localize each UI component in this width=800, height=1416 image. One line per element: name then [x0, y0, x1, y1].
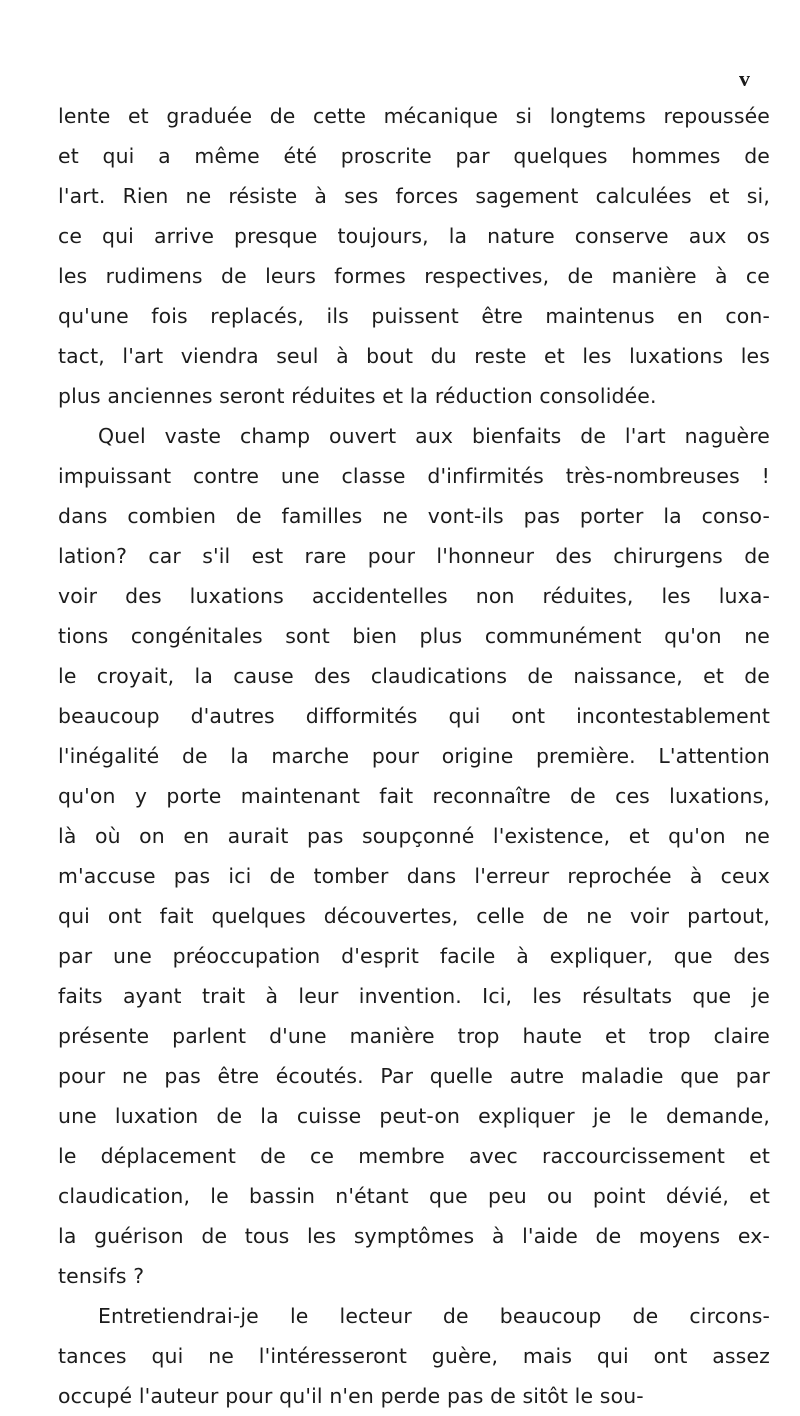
text-line: dans combien de familles ne vont-ils pas porter la conso- — [58, 504, 770, 528]
body-text — [58, 96, 770, 1416]
text-line: m'accuse pas ici de tomber dans l'erreur reprochée à ceux — [58, 864, 770, 888]
text-line: impuissant contre une classe d'infirmités très-nombreuses ! — [58, 464, 770, 488]
page-number: v — [739, 66, 750, 91]
text-line: le déplacement de ce membre avec raccourcissement et — [58, 1144, 770, 1168]
text-line: par une préoccupation d'esprit facile à expliquer, que des — [58, 944, 770, 968]
text-line: lation? car s'il est rare pour l'honneur des chirurgens de — [58, 544, 770, 568]
text-line: lente et graduée de cette mécanique si longtems repoussée — [58, 104, 770, 128]
text-line: tances qui ne l'intéresseront guère, mais qui ont assez — [58, 1344, 770, 1368]
text-line: et qui a même été proscrite par quelques hommes de — [58, 144, 770, 168]
text-line: les rudimens de leurs formes respectives, de manière à ce — [58, 264, 770, 288]
text-line: Quel vaste champ ouvert aux bienfaits de l'art naguère — [98, 424, 770, 448]
text-line: occupé l'auteur pour qu'il n'en perde pas de sitôt le sou- — [58, 1384, 644, 1408]
paragraph — [58, 1296, 770, 1416]
text-line: claudication, le bassin n'étant que peu ou point dévié, et — [58, 1184, 770, 1208]
text-line: ce qui arrive presque toujours, la nature conserve aux os — [58, 224, 770, 248]
text-line: l'inégalité de la marche pour origine première. L'attention — [58, 744, 770, 768]
text-line: faits ayant trait à leur invention. Ici, les résultats que je — [58, 984, 770, 1008]
text-line: qu'une fois replacés, ils puissent être maintenus en con- — [58, 304, 770, 328]
text-line: tact, l'art viendra seul à bout du reste et les luxations les — [58, 344, 770, 368]
text-line: la guérison de tous les symptômes à l'aide de moyens ex- — [58, 1224, 770, 1248]
text-line: le croyait, la cause des claudications de naissance, et de — [58, 664, 770, 688]
text-line: présente parlent d'une manière trop haute et trop claire — [58, 1024, 770, 1048]
text-line: tensifs ? — [58, 1264, 145, 1288]
paragraph — [58, 416, 770, 1296]
text-line: voir des luxations accidentelles non réduites, les luxa- — [58, 584, 770, 608]
text-line: Entretiendrai-je le lecteur de beaucoup de circons- — [98, 1304, 770, 1328]
text-line: tions congénitales sont bien plus communément qu'on ne — [58, 624, 770, 648]
text-line: pour ne pas être écoutés. Par quelle autre maladie que par — [58, 1064, 770, 1088]
text-line: qu'on y porte maintenant fait reconnaître de ces luxations, — [58, 784, 770, 808]
text-line: l'art. Rien ne résiste à ses forces sagement calculées et si, — [58, 184, 770, 208]
text-line: là où on en aurait pas soupçonné l'existence, et qu'on ne — [58, 824, 770, 848]
text-line: qui ont fait quelques découvertes, celle de ne voir partout, — [58, 904, 770, 928]
paragraph — [58, 96, 770, 416]
text-line: une luxation de la cuisse peut-on expliquer je le demande, — [58, 1104, 770, 1128]
text-line: plus anciennes seront réduites et la réduction consolidée. — [58, 384, 657, 408]
text-line: beaucoup d'autres difformités qui ont incontestablement — [58, 704, 770, 728]
